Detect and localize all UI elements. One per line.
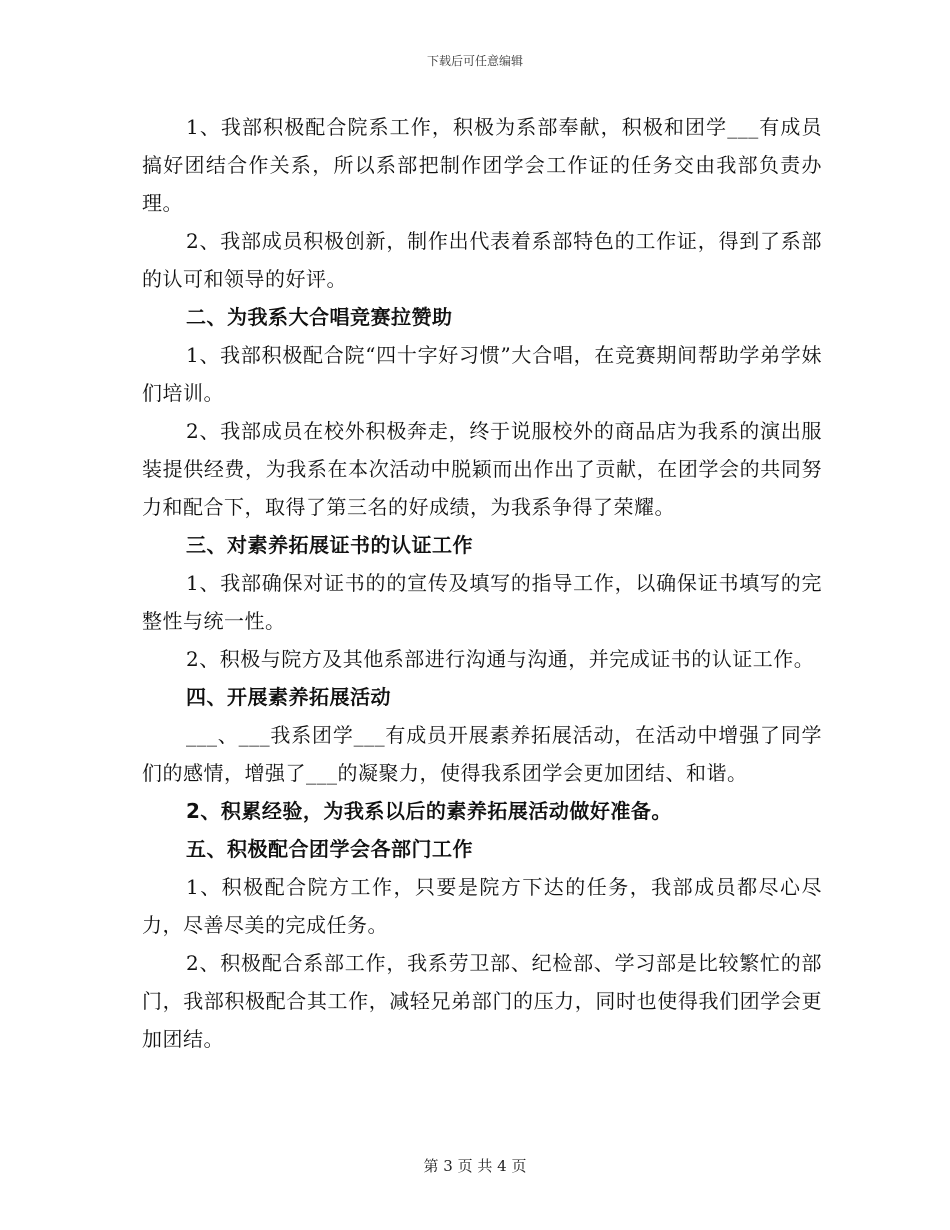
section-heading: 二、为我系大合唱竞赛拉赞助 [186, 305, 453, 329]
paragraph: 1、我部积极配合院“四十字好习惯”大合唱，在竞赛期间帮助学弟学妹们培训。 [142, 343, 822, 405]
paragraph: 2、积极与院方及其他系部进行沟通与沟通，并完成证书的认证工作。 [186, 647, 815, 671]
document-body [142, 108, 822, 1058]
paragraph: 1、积极配合院方工作，只要是院方下达的任务，我部成员都尽心尽力，尽善尽美的完成任务。 [142, 875, 822, 937]
paragraph: 2、积极配合系部工作，我系劳卫部、纪检部、学习部是比较繁忙的部门，我部积极配合其工作，减轻兄弟部门的压力，同时也使得我们团学会更加团结。 [142, 951, 822, 1051]
paragraph: 1、我部积极配合院系工作，积极为系部奉献，积极和团学___有成员搞好团结合作关系，所以系部把制作团学会工作证的任务交由我部负责办理。 [142, 115, 822, 215]
page-header: 下载后可任意编辑 [426, 54, 523, 68]
section-heading: 五、积极配合团学会各部门工作 [186, 837, 473, 861]
bold-paragraph: 2、积累经验，为我系以后的素养拓展活动做好准备。 [186, 799, 672, 823]
paragraph: 2、我部成员在校外积极奔走，终于说服校外的商品店为我系的演出服装提供经费，为我系在本次活动中脱颖而出作出了贡献，在团学会的共同努力和配合下，取得了第三名的好成绩，为我系争得了荣耀。 [142, 419, 822, 519]
section-heading: 三、对素养拓展证书的认证工作 [186, 533, 473, 557]
section-heading: 四、开展素养拓展活动 [186, 685, 391, 709]
paragraph: ___、___我系团学___有成员开展素养拓展活动，在活动中增强了同学们的感情，增强了___的凝聚力，使得我系团学会更加团结、和谐。 [142, 723, 822, 785]
paragraph: 2、我部成员积极创新，制作出代表着系部特色的工作证，得到了系部的认可和领导的好评。 [142, 229, 822, 291]
paragraph: 1、我部确保对证书的的宣传及填写的指导工作，以确保证书填写的完整性与统一性。 [142, 571, 822, 633]
page-number: 第 3 页 共 4 页 [423, 1157, 527, 1175]
